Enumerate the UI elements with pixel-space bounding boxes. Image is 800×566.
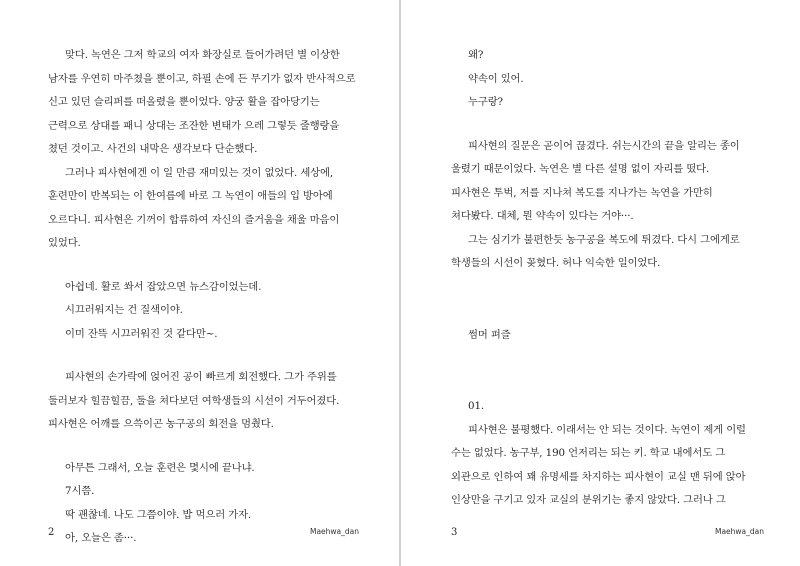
right-page — [401, 0, 800, 566]
paragraph: 그러나 피사현에겐 이 일 만큼 재미있는 것이 없었다. 세상에, 훈련만이 반복되는 이 한여름에 바로 그 녹연이 애들의 입 방아에 오르다니. 피사현은 기꺼이 합류하여 자신의 즐거움을 채울 마음이 있었다. — [48, 166, 340, 249]
paragraph: 피사현은 불평했다. 이래서는 안 되는 것이다. 녹연이 제게 이럴 수는 없었다. 농구부, 190 언저리는 되는 키. 학교 내에서도 그 외관으로 인하여 꽤 유명세를 차지하는 피사현이 교실 맨 뒤에 앉아 인상만을 구기고 있자 교실의 분위기는 좋지 않았다. 그러나 그 — [451, 423, 746, 506]
blank-line — [451, 115, 751, 135]
dialogue-line: 왜? — [468, 49, 484, 61]
blank-line — [48, 346, 358, 366]
dialogue-line: 아무튼 그래서, 오늘 훈련은 몇시에 끝나냐. — [65, 461, 255, 474]
left-page — [0, 0, 399, 566]
blank-line — [48, 256, 358, 276]
dialogue-line: 이미 잔뜩 시끄러워진 것 같다만~. — [65, 327, 218, 340]
section-title: 썸머 펴즐 — [468, 328, 511, 341]
paragraph: 피사현의 질문은 곧이어 끊겼다. 쉬는시간의 끝을 알리는 종이 울렸기 때문이었다. 녹연은 별 다른 설명 없이 자리를 떴다. 피사현은 투벅, 저를 지나쳐 복도를 지나가는 녹연을 가만히 쳐다봤다. 대체, 뭔 약속이 있다는 거야···. — [451, 139, 740, 222]
left-page-body — [48, 44, 358, 551]
blank-line — [48, 437, 358, 457]
dialogue-line: 7시쯤. — [65, 485, 95, 497]
dialogue-line: 약속이 있어. — [468, 72, 524, 85]
paragraph: 피사현의 손가락에 얹어진 공이 빠르게 회전했다. 그가 주위를 둘러보자 힐끔힐끔, 둘을 쳐다보던 여학생들의 시선이 거두어졌다. 피사현은 어깨를 으쓱이곤 농구공의 회전을 멈췄다. — [48, 371, 340, 430]
page-number: 2 — [48, 527, 55, 538]
page-number: 3 — [451, 527, 458, 538]
blank-line — [451, 347, 751, 395]
blank-line — [451, 276, 751, 324]
dialogue-line: 누구랑? — [468, 96, 503, 108]
dialogue-line: 딱 괜찮네. 나도 그쯤이야. 밥 먹으러 가자. — [65, 508, 252, 521]
chapter-number: 01. — [468, 400, 485, 412]
author-credit: Maehwa_dan — [714, 527, 764, 536]
dialogue-line: 시끄러워지는 건 질색이야. — [65, 304, 183, 316]
dialogue-line: 아, 오늘은 좀···. — [65, 532, 137, 544]
right-page-body — [451, 44, 751, 513]
dialogue-line: 아쉽네. 활로 쏴서 잡았으면 뉴스감이었는데. — [65, 280, 262, 293]
author-credit: Maehwa_dan — [309, 527, 359, 536]
paragraph: 그는 심기가 불편한듯 농구공을 복도에 튀겼다. 다시 그에게로 학생들의 시선이 꽂혔다. 허나 익숙한 일이었다. — [451, 233, 740, 269]
paragraph: 맞다. 녹연은 그저 학교의 여자 화장실로 들어가려던 별 이상한 남자를 우연히 마주쳤을 뿐이고, 하필 손에 든 무기가 없자 반사적으로 신고 있던 슬리퍼를 떠올렸을 뿐이었다. 양궁 활을 잡아당기는 근력으로 상대를 패니 상대는 조잔한 변태가 으레 그렇듯 줄행랑을 쳤던 것이고. 사건의 내막은 생각보다 단순했다. — [48, 49, 356, 155]
